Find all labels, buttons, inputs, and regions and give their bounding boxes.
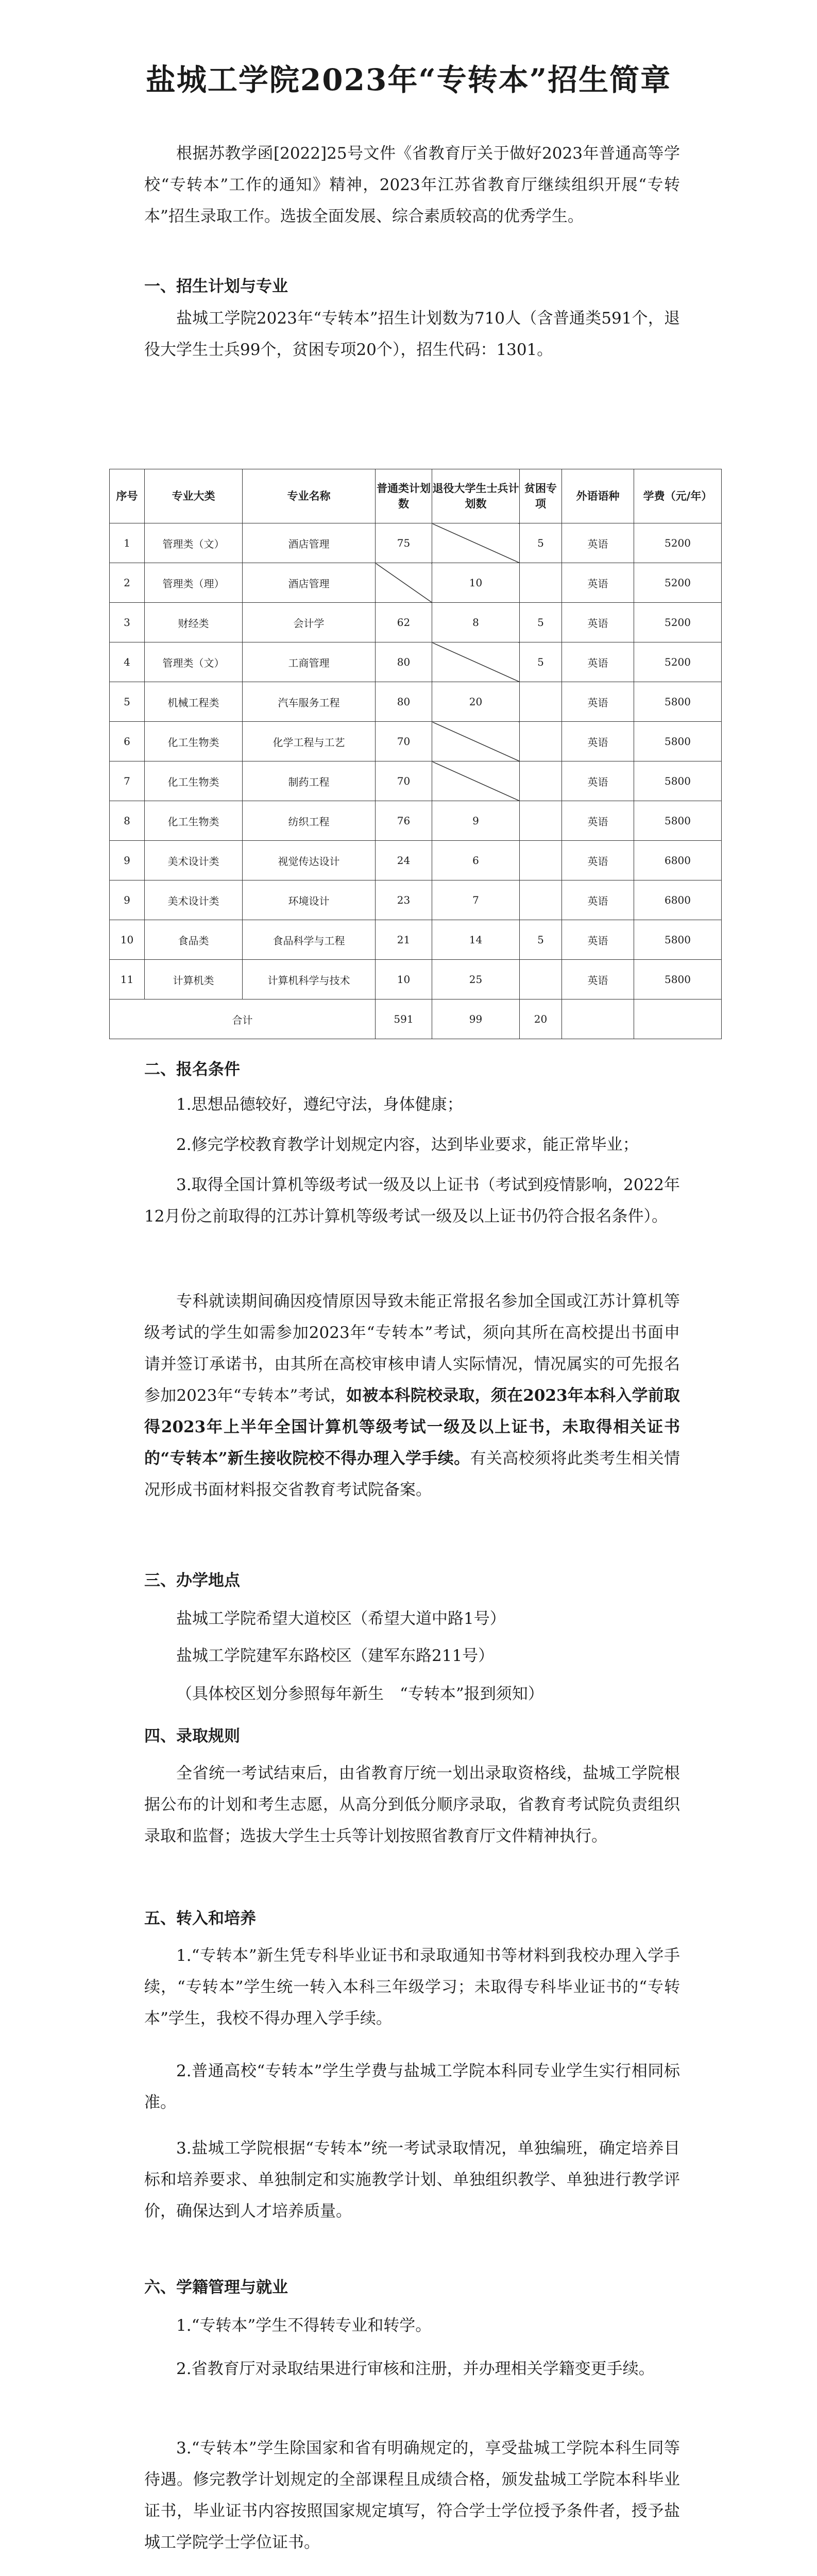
cell-category: 财经类 <box>145 603 243 642</box>
cell-category: 美术设计类 <box>145 841 243 880</box>
cell-language: 英语 <box>562 801 634 841</box>
cell-no: 6 <box>110 722 145 761</box>
section-3-heading: 三、办学地点 <box>144 1571 240 1590</box>
cell-veteran-plan: 8 <box>432 603 520 642</box>
cell-major: 制药工程 <box>243 761 376 801</box>
cell-language: 英语 <box>562 642 634 682</box>
cell-fee: 5200 <box>634 603 722 642</box>
table-row <box>110 920 722 960</box>
cell-category: 管理类（理） <box>145 563 243 603</box>
section-2-heading: 二、报名条件 <box>144 1060 240 1079</box>
campus-1: 盐城工学院希望大道校区（希望大道中路1号） <box>176 1609 506 1628</box>
header-fee: 学费（元/年） <box>634 469 722 523</box>
cell-no: 10 <box>110 920 145 960</box>
cell-language: 英语 <box>562 603 634 642</box>
table-row <box>110 642 722 682</box>
cell-language: 英语 <box>562 960 634 999</box>
section-1-heading: 一、招生计划与专业 <box>144 277 288 296</box>
admission-rules-paragraph: 全省统一考试结束后，由省教育厅统一划出录取资格线，盐城工学院根据公布的计划和考生志愿，从高分到低分顺序录取，省教育考试院负责组织录取和监督；选拔大学生士兵等计划按照省教育厅文件精神执行。 <box>144 1764 680 1845</box>
campus-note: （具体校区划分参照每年新生 “专转本”报到须知） <box>176 1685 544 1703</box>
condition-2: 2.修完学校教育教学计划规定内容，达到毕业要求，能正常毕业； <box>176 1136 639 1154</box>
cell-fee: 5800 <box>634 801 722 841</box>
cell-normal-plan: 70 <box>376 761 432 801</box>
section-5-heading: 五、转入和培养 <box>144 1909 256 1928</box>
table-row <box>110 960 722 999</box>
cell-poverty-plan <box>520 563 562 603</box>
campus-2: 盐城工学院建军东路校区（建军东路211号） <box>176 1647 495 1665</box>
cell-major: 食品科学与工程 <box>243 920 376 960</box>
total-poverty: 20 <box>520 999 562 1039</box>
cell-no: 5 <box>110 682 145 722</box>
section-1-paragraph: 盐城工学院2023年“专转本”招生计划数为710人（含普通类591个，退役大学生士兵99个，贫困专项20个），招生代码：1301。 <box>144 309 680 359</box>
header-veteran-plan: 退役大学生士兵计划数 <box>432 469 520 523</box>
header-language: 外语语种 <box>562 469 634 523</box>
transfer-2: 2.普通高校“专转本”学生学费与盐城工学院本科同专业学生实行相同标准。 <box>144 2062 680 2112</box>
cell-fee: 5800 <box>634 960 722 999</box>
table-row <box>110 841 722 880</box>
cell-no: 8 <box>110 801 145 841</box>
table-row <box>110 722 722 761</box>
cell-fee: 5800 <box>634 920 722 960</box>
cell-normal-plan: 70 <box>376 722 432 761</box>
cell-fee: 5200 <box>634 523 722 563</box>
total-fee-empty <box>634 999 722 1039</box>
table-row <box>110 682 722 722</box>
cell-language: 英语 <box>562 761 634 801</box>
transfer-3: 3.盐城工学院根据“专转本”统一考试录取情况，单独编班，确定培养目标和培养要求、单独制定和实施教学计划、单独组织教学、单独进行教学评价，确保达到人才培养质量。 <box>144 2139 680 2221</box>
cell-poverty-plan <box>520 682 562 722</box>
cell-no: 9 <box>110 880 145 920</box>
cell-poverty-plan <box>520 841 562 880</box>
condition-4 <box>144 1286 680 1506</box>
cell-category: 食品类 <box>145 920 243 960</box>
cell-fee: 5200 <box>634 642 722 682</box>
cell-major: 计算机科学与技术 <box>243 960 376 999</box>
status-2: 2.省教育厅对录取结果进行审核和注册，并办理相关学籍变更手续。 <box>176 2360 655 2378</box>
cell-no: 2 <box>110 563 145 603</box>
cell-no: 11 <box>110 960 145 999</box>
cell-poverty-plan <box>520 960 562 999</box>
cell-language: 英语 <box>562 841 634 880</box>
cell-fee: 5800 <box>634 761 722 801</box>
cell-no: 3 <box>110 603 145 642</box>
header-no: 序号 <box>110 469 145 523</box>
cell-major: 环境设计 <box>243 880 376 920</box>
cell-category: 化工生物类 <box>145 722 243 761</box>
cell-category: 化工生物类 <box>145 801 243 841</box>
cell-normal-plan: 10 <box>376 960 432 999</box>
section-6-heading: 六、学籍管理与就业 <box>144 2278 288 2297</box>
cell-poverty-plan: 5 <box>520 642 562 682</box>
cell-language: 英语 <box>562 523 634 563</box>
intro-paragraph: 根据苏教学函[2022]25号文件《省教育厅关于做好2023年普通高等学校“专转本”工作的通知》精神，2023年江苏省教育厅继续组织开展“专转本”招生录取工作。选拔全面发展、综合素质较高的优秀学生。 <box>144 144 680 226</box>
condition-4-part-c: 有关高校须将此类考生相关情况形成书面材料报交省教育考试院备案。 <box>144 1449 680 1499</box>
cell-language: 英语 <box>562 880 634 920</box>
condition-1: 1.思想品德较好，遵纪守法，身体健康； <box>176 1095 463 1114</box>
status-1: 1.“专转本”学生不得转专业和转学。 <box>176 2316 432 2335</box>
table-header-row <box>110 469 722 523</box>
total-veteran: 99 <box>432 999 520 1039</box>
cell-major: 工商管理 <box>243 642 376 682</box>
cell-normal-plan <box>376 563 432 603</box>
cell-poverty-plan <box>520 801 562 841</box>
cell-veteran-plan: 10 <box>432 563 520 603</box>
table-total-row <box>110 999 722 1039</box>
cell-major: 视觉传达设计 <box>243 841 376 880</box>
total-label: 合计 <box>110 999 376 1039</box>
table-row <box>110 523 722 563</box>
document-title: 盐城工学院2023年“专转本”招生简章 <box>145 62 672 97</box>
cell-fee: 5800 <box>634 722 722 761</box>
cell-veteran-plan <box>432 523 520 563</box>
cell-major: 酒店管理 <box>243 523 376 563</box>
header-normal-plan: 普通类计划数 <box>376 469 432 523</box>
cell-poverty-plan: 5 <box>520 920 562 960</box>
cell-veteran-plan <box>432 761 520 801</box>
cell-major: 纺织工程 <box>243 801 376 841</box>
cell-normal-plan: 62 <box>376 603 432 642</box>
cell-category: 管理类（文） <box>145 642 243 682</box>
cell-veteran-plan <box>432 722 520 761</box>
cell-category: 管理类（文） <box>145 523 243 563</box>
cell-major: 酒店管理 <box>243 563 376 603</box>
table-row <box>110 603 722 642</box>
cell-veteran-plan: 20 <box>432 682 520 722</box>
condition-4-part-a: 专科就读期间确因疫情原因导致未能正常报名参加全国或江苏计算机等级考试的学生如需参加2023年“专转本”考试，须向其所在高校提出书面申请并签订承诺书，由其所在高校审核申请人实际情况，情况属实的可先报名参加2023年“专转本”考试， <box>144 1292 680 1405</box>
cell-poverty-plan: 5 <box>520 523 562 563</box>
total-language-empty <box>562 999 634 1039</box>
cell-poverty-plan <box>520 880 562 920</box>
transfer-1: 1.“专转本”新生凭专科毕业证书和录取通知书等材料到我校办理入学手续，“专转本”学生统一转入本科三年级学习；未取得专科毕业证书的“专转本”学生，我校不得办理入学手续。 <box>144 1946 680 2028</box>
section-4-heading: 四、录取规则 <box>144 1727 240 1745</box>
header-category: 专业大类 <box>145 469 243 523</box>
cell-veteran-plan <box>432 642 520 682</box>
table-row <box>110 761 722 801</box>
cell-normal-plan: 24 <box>376 841 432 880</box>
cell-category: 机械工程类 <box>145 682 243 722</box>
cell-veteran-plan: 14 <box>432 920 520 960</box>
cell-normal-plan: 80 <box>376 682 432 722</box>
cell-veteran-plan: 9 <box>432 801 520 841</box>
cell-normal-plan: 75 <box>376 523 432 563</box>
cell-category: 美术设计类 <box>145 880 243 920</box>
header-major: 专业名称 <box>243 469 376 523</box>
cell-poverty-plan <box>520 722 562 761</box>
header-poverty-plan: 贫困专项 <box>520 469 562 523</box>
table-row <box>110 880 722 920</box>
condition-4-part-b: 如被本科院校录取，须在2023年本科入学前取得2023年上半年全国计算机等级考试一级及以上证书，未取得相关证书的“专转本”新生接收院校不得办理入学手续。 <box>144 1386 680 1468</box>
cell-language: 英语 <box>562 682 634 722</box>
cell-major: 会计学 <box>243 603 376 642</box>
cell-category: 计算机类 <box>145 960 243 999</box>
total-normal: 591 <box>376 999 432 1039</box>
enrollment-plan-table <box>109 469 722 1039</box>
cell-major: 汽车服务工程 <box>243 682 376 722</box>
status-3: 3.“专转本”学生除国家和省有明确规定的，享受盐城工学院本科生同等待遇。修完教学计划规定的全部课程且成绩合格，颁发盐城工学院本科毕业证书，毕业证书内容按照国家规定填写，符合学士学位授予条件者，授予盐城工学院学士学位证书。 <box>144 2439 680 2552</box>
cell-category: 化工生物类 <box>145 761 243 801</box>
cell-poverty-plan <box>520 761 562 801</box>
cell-veteran-plan: 6 <box>432 841 520 880</box>
condition-3: 3.取得全国计算机等级考试一级及以上证书（考试到疫情影响，2022年12月份之前取得的江苏计算机等级考试一级及以上证书仍符合报名条件）。 <box>144 1176 680 1226</box>
cell-no: 1 <box>110 523 145 563</box>
cell-language: 英语 <box>562 722 634 761</box>
cell-normal-plan: 76 <box>376 801 432 841</box>
cell-no: 7 <box>110 761 145 801</box>
cell-fee: 5200 <box>634 563 722 603</box>
cell-language: 英语 <box>562 920 634 960</box>
cell-language: 英语 <box>562 563 634 603</box>
cell-major: 化学工程与工艺 <box>243 722 376 761</box>
cell-poverty-plan: 5 <box>520 603 562 642</box>
cell-normal-plan: 23 <box>376 880 432 920</box>
table-row <box>110 801 722 841</box>
cell-normal-plan: 21 <box>376 920 432 960</box>
cell-fee: 5800 <box>634 682 722 722</box>
cell-fee: 6800 <box>634 880 722 920</box>
cell-veteran-plan: 25 <box>432 960 520 999</box>
table-row <box>110 563 722 603</box>
cell-fee: 6800 <box>634 841 722 880</box>
cell-normal-plan: 80 <box>376 642 432 682</box>
cell-no: 4 <box>110 642 145 682</box>
cell-no: 9 <box>110 841 145 880</box>
cell-veteran-plan: 7 <box>432 880 520 920</box>
